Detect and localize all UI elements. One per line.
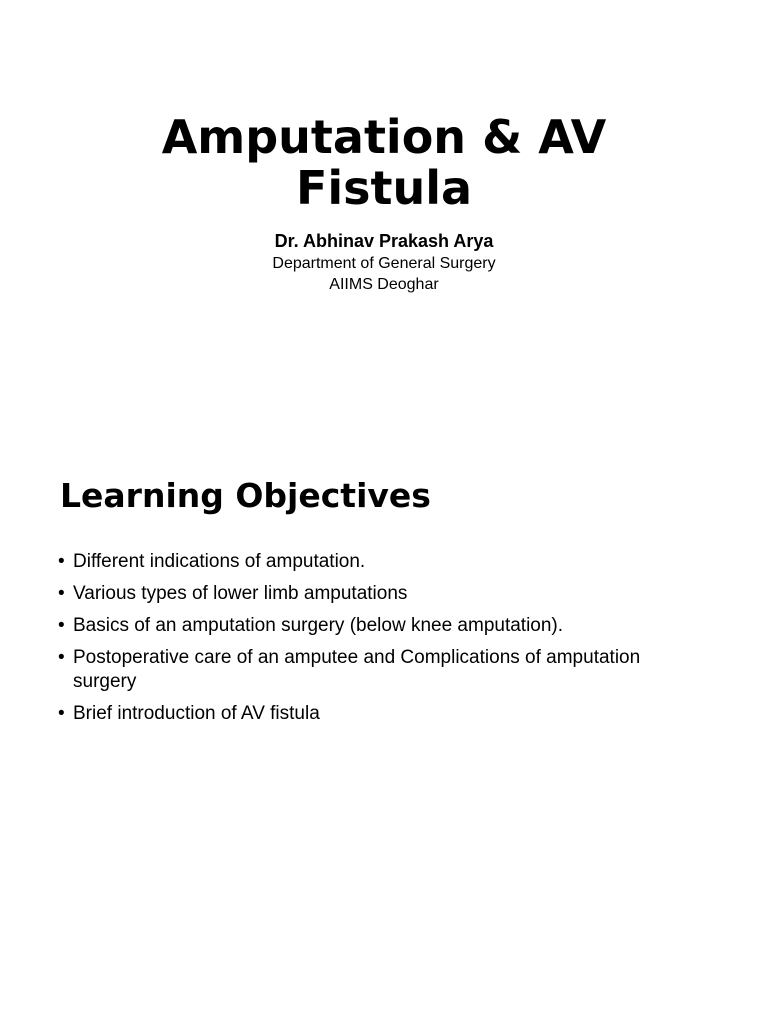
- bullet-icon: •: [58, 615, 65, 636]
- bullet-icon: •: [58, 703, 65, 724]
- objectives-list: [58, 550, 708, 734]
- bullet-icon: •: [58, 551, 65, 572]
- institution-name: AIIMS Deoghar: [329, 276, 439, 293]
- title-slide: [0, 48, 768, 432]
- slide-title-line-1: Amputation & AV: [161, 110, 607, 164]
- list-item: [58, 702, 708, 726]
- list-item: [58, 550, 708, 574]
- bullet-icon: •: [58, 647, 65, 668]
- list-item-text: Different indications of amputation.: [73, 551, 366, 572]
- author-name: Dr. Abhinav Prakash Arya: [274, 231, 494, 251]
- list-item: [58, 582, 708, 606]
- list-item-text: Basics of an amputation surgery (below knee amputation).: [73, 615, 564, 636]
- objectives-heading: Learning Objectives: [60, 476, 431, 515]
- list-item: [58, 646, 708, 694]
- department-name: Department of General Surgery: [272, 255, 496, 272]
- list-item-text: Brief introduction of AV fistula: [73, 703, 320, 724]
- list-item-text: Various types of lower limb amputations: [73, 583, 408, 604]
- objectives-slide: [0, 460, 768, 844]
- list-item-text: Postoperative care of an amputee and Complications of amputation surgery: [73, 647, 641, 692]
- list-item: [58, 614, 708, 638]
- slide-title-line-2: Fistula: [295, 161, 473, 215]
- slide-title: [60, 112, 708, 214]
- bullet-icon: •: [58, 583, 65, 604]
